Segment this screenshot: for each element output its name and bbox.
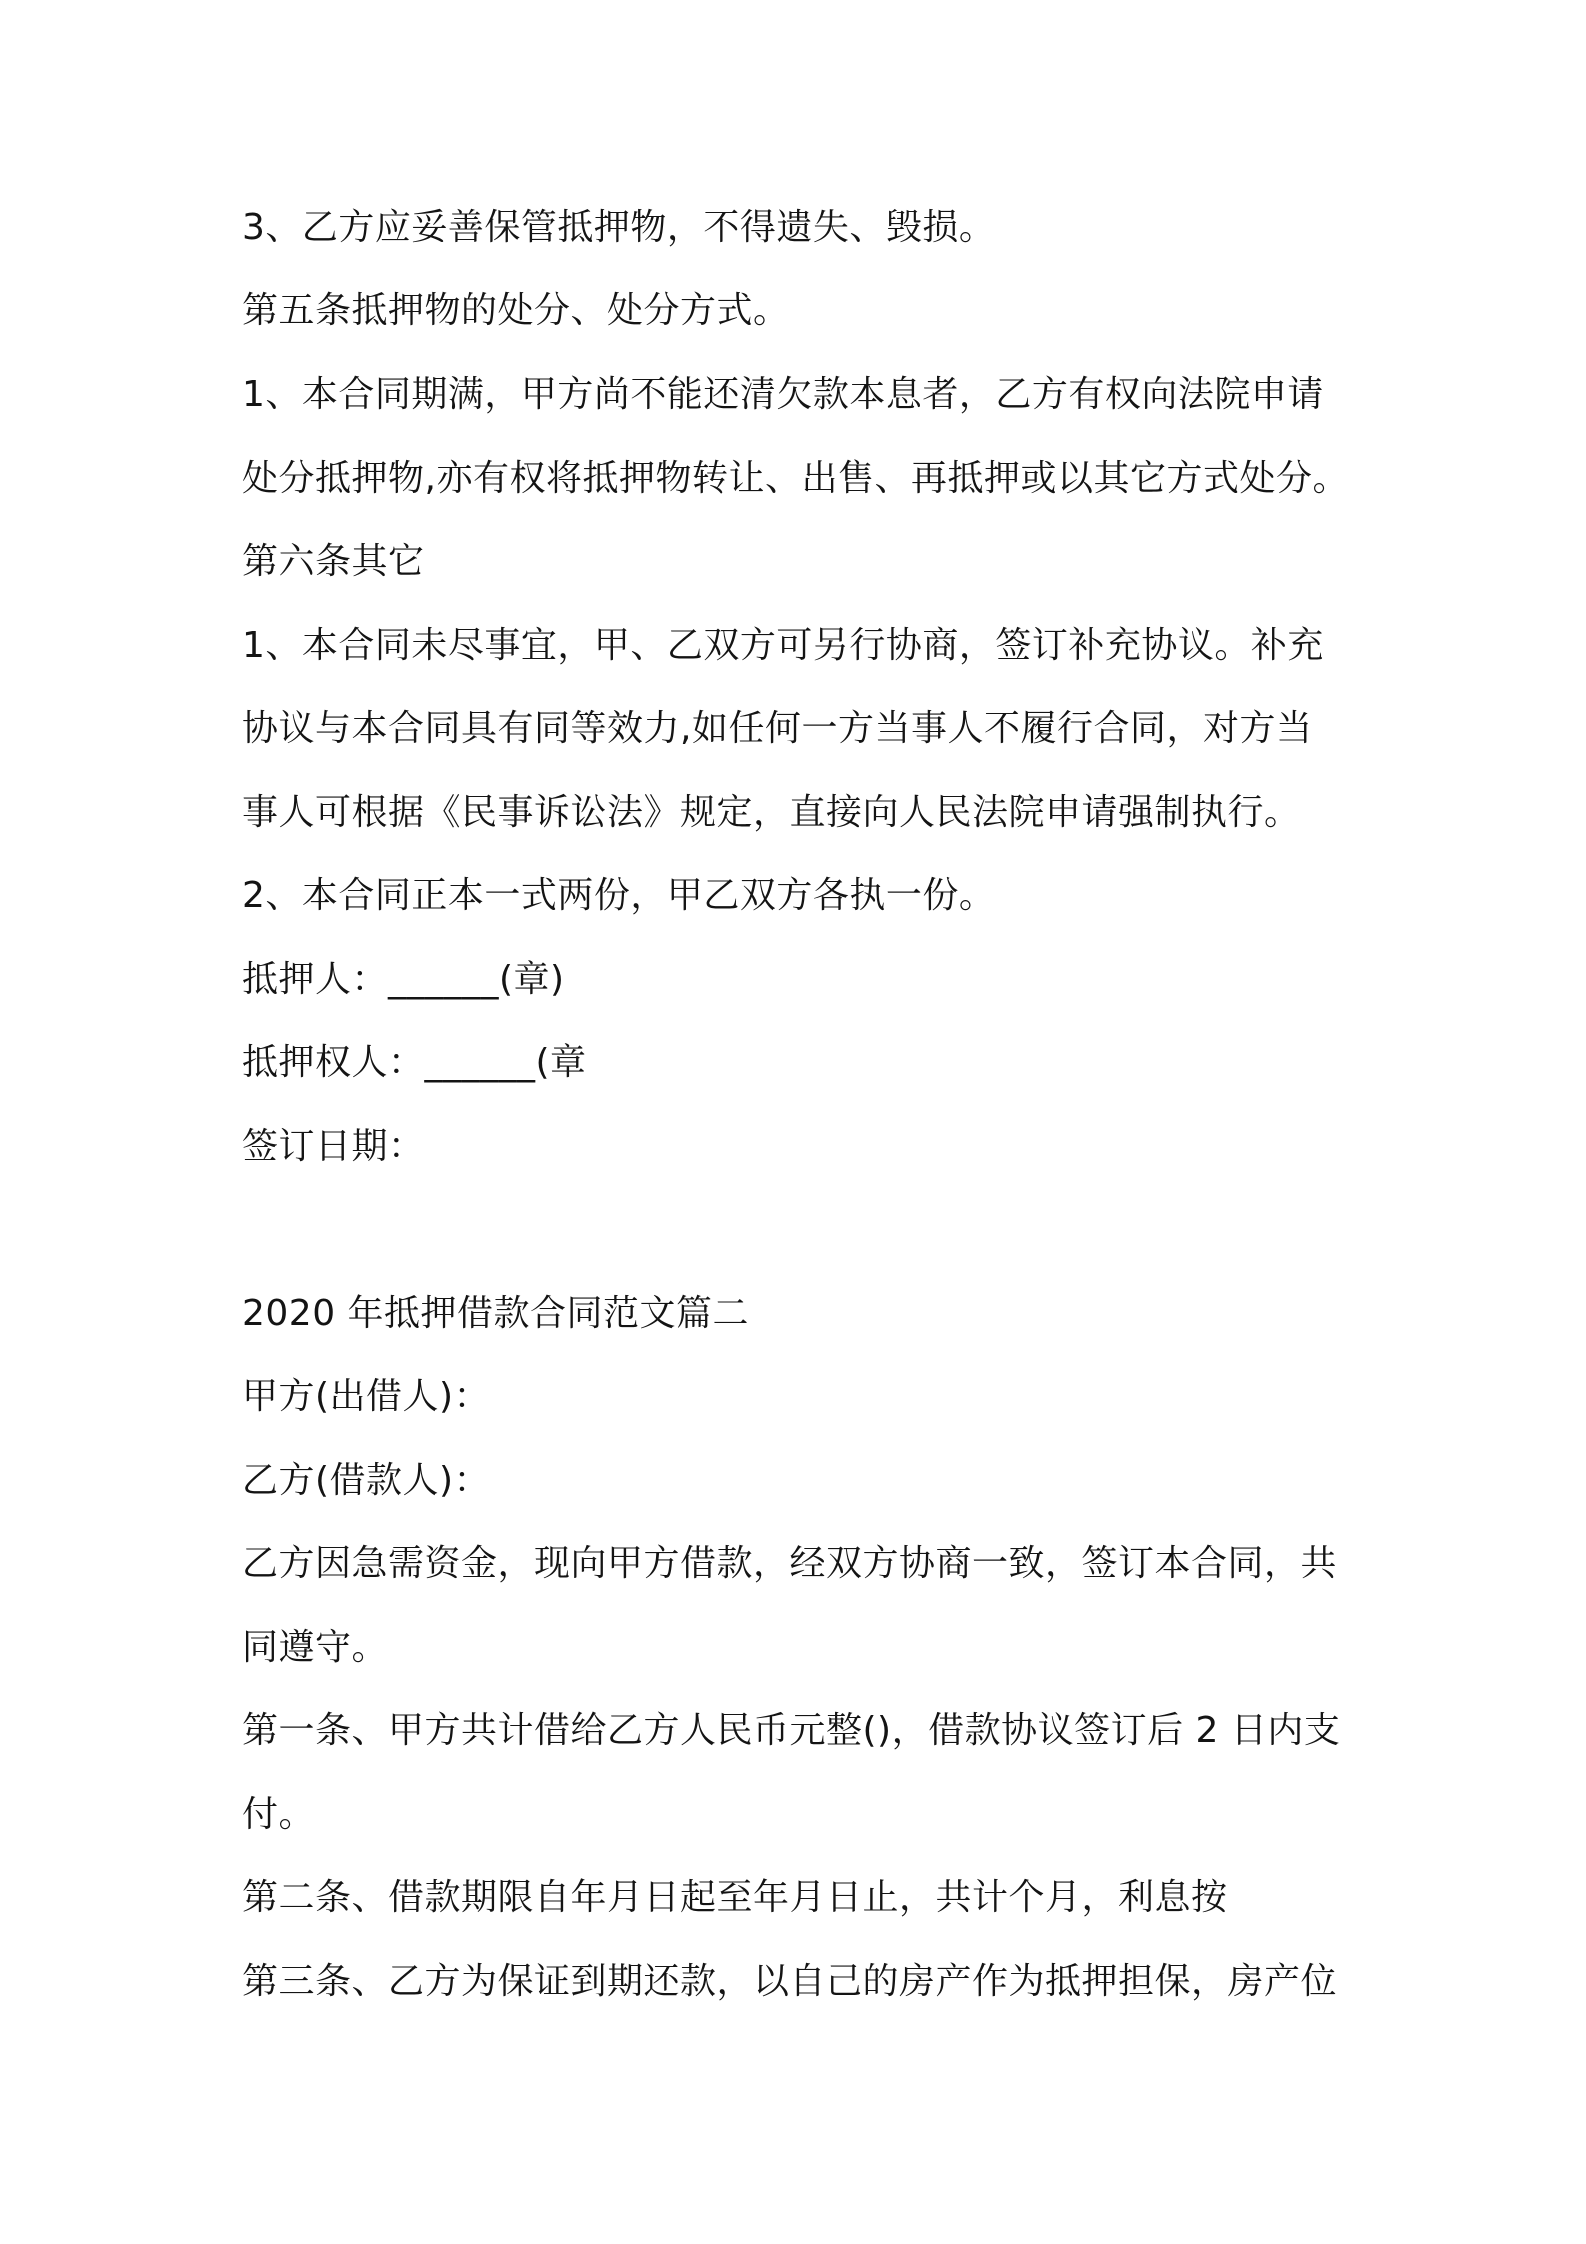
article-2-line: 第二条、借款期限自年月日起至年月日止，共计个月，利息按 <box>242 1877 1228 1918</box>
article-6-clause-1-line-3: 事人可根据《民事诉讼法》规定，直接向人民法院申请强制执行。 <box>242 792 1301 833</box>
article-5-clause-1-line-2: 处分抵押物,亦有权将抵押物转让、出售、再抵押或以其它方式处分。 <box>242 458 1349 499</box>
article-1-line-2: 付。 <box>242 1794 316 1835</box>
mortgagor-signature-line: 抵押人：______(章) <box>242 959 565 1000</box>
article-6-heading: 第六条其它 <box>242 541 425 582</box>
mortgagee-signature-line: 抵押权人：______(章 <box>242 1042 587 1083</box>
party-b-line: 乙方(借款人)： <box>242 1460 491 1501</box>
article-1-line-1: 第一条、甲方共计借给乙方人民币元整()，借款协议签订后 2 日内支 <box>242 1710 1341 1751</box>
article-5-clause-1-line-1: 1、本合同期满，甲方尚不能还清欠款本息者，乙方有权向法院申请 <box>242 374 1324 415</box>
article-5-heading: 第五条抵押物的处分、处分方式。 <box>242 290 790 331</box>
article-6-clause-1-line-1: 1、本合同未尽事宜，甲、乙双方可另行协商，签订补充协议。补充 <box>242 625 1324 666</box>
article-6-clause-2: 2、本合同正本一式两份，甲乙双方各执一份。 <box>242 875 996 916</box>
clause-3-safekeeping: 3、乙方应妥善保管抵押物，不得遗失、毁损。 <box>242 207 996 248</box>
article-3-line: 第三条、乙方为保证到期还款，以自己的房产作为抵押担保，房产位 <box>242 1961 1338 2002</box>
section-title: 2020 年抵押借款合同范文篇二 <box>242 1293 750 1334</box>
preamble-line-1: 乙方因急需资金，现向甲方借款，经双方协商一致，签订本合同，共 <box>242 1543 1338 1584</box>
signing-date-line: 签订日期： <box>242 1126 425 1167</box>
article-6-clause-1-line-2: 协议与本合同具有同等效力,如任何一方当事人不履行合同，对方当 <box>242 708 1313 749</box>
preamble-line-2: 同遵守。 <box>242 1627 389 1668</box>
party-a-line: 甲方(出借人)： <box>242 1376 491 1417</box>
